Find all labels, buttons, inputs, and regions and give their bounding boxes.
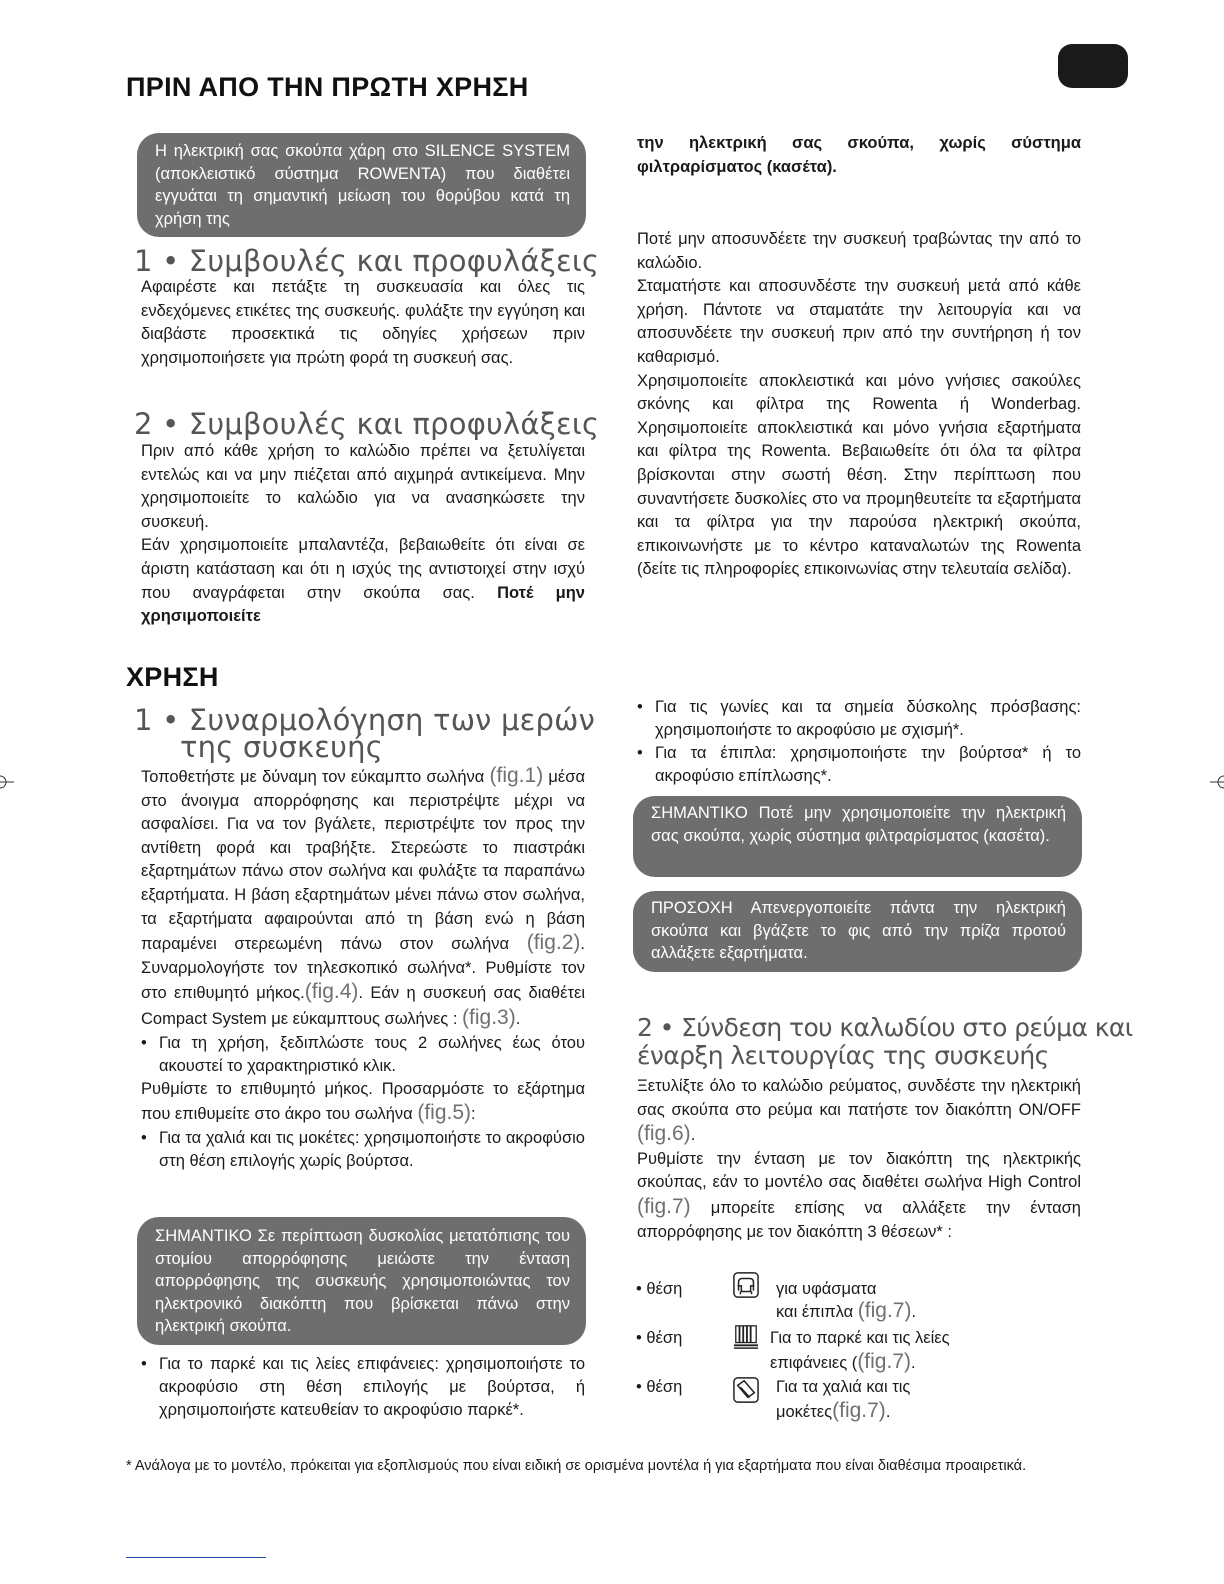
bullet-corners: • Για τις γωνίες και τα σημεία δύσκολης πρόσβασης: χρησιμοποιήστε το ακροφύσιο με σχισμή*. bbox=[637, 696, 1081, 742]
position-text-2a: μοκέτες bbox=[776, 1403, 833, 1421]
position-row-parquet bbox=[636, 1324, 1096, 1374]
important-box-2 bbox=[633, 796, 1082, 877]
position-label: • θέση bbox=[636, 1329, 683, 1347]
assembly-text-5b: : bbox=[471, 1105, 476, 1124]
assembly-bullets-2 bbox=[141, 1127, 585, 1173]
caution-box bbox=[633, 891, 1082, 972]
connection-text-2: Ρυθμίστε την ένταση με τον διακόπτη της ηλεκτρικής σκούπας, εάν το μοντέλο σας διαθέτει σωλήνα High Control bbox=[637, 1149, 1081, 1192]
use-section-title: ΧΡΗΣΗ bbox=[126, 662, 219, 692]
connection-title-line-1: 2 • Σύνδεση του καλωδίου στο ρεύμα και bbox=[637, 1013, 1133, 1042]
advice-2-paragraph-2 bbox=[141, 534, 585, 628]
connection-title-line-2: έναρξη λειτουργίας της συσκευής bbox=[637, 1041, 1049, 1070]
advice-2-paragraph-5: Χρησιμοποιείτε αποκλειστικά και μόνο γνήσιες σακούλες σκόνης και φίλτρα της Rowenta ή Wonderbag. Χρησιμοποιείτε αποκλειστικά και μόνο γνήσια εξαρτήματα και φίλτρα της Rowenta. Βεβαιωθείτε ότι όλα τα φίλτρα βρίσκονται στην σωστή θέση. Στην περίπτωση που συναντήσετε δυσκολίες στο να προμηθευτείτε τα εξαρτήματα και τα φίλτρα για την παρούσα ηλεκτρική σκούπα, επικοινωνήστε με το κέντρο καταναλωτών της Rowenta (δείτε τις πληροφορίες επικοινωνίας στην τελευταία σελίδα). bbox=[637, 371, 1081, 579]
intro-note-text: Η ηλεκτρική σας σκούπα χάρη στο SILENCE SYSTEM (αποκλειστικό σύστημα ROWENTA) που διαθέτει εγγυάται τη σημαντική μείωση του θορύβου κατά τη χρήση της bbox=[155, 142, 570, 228]
assembly-title-line-2: της συσκευής bbox=[180, 730, 383, 764]
advice-2-continued bbox=[637, 132, 1081, 179]
bullet-unfold-tubes: • Για τη χρήση, ξεδιπλώστε τους 2 σωλήνες έως ότου ακουστεί το χαρακτηριστικό κλικ. bbox=[141, 1032, 585, 1078]
assembly-text-5: Ρυθμίστε το επιθυμητό μήκος. Προσαρμόστε το εξάρτημα που επιθυμείτε στο άκρο του σωλήνα bbox=[141, 1079, 585, 1124]
armchair-icon bbox=[732, 1272, 760, 1298]
position-text-2 bbox=[770, 1350, 916, 1375]
assembly-text bbox=[141, 764, 585, 1173]
intro-note-box bbox=[137, 133, 586, 237]
fig-4-ref: (fig.4) bbox=[304, 980, 359, 1004]
position-row-fabric bbox=[636, 1275, 1096, 1325]
advice-1-title: 1 • Συμβουλές και προφυλάξεις bbox=[134, 244, 600, 278]
registration-mark-right bbox=[1210, 775, 1224, 789]
fig-6-ref: (fig.6) bbox=[637, 1122, 691, 1146]
caution-box-text: ΠΡΟΣΟΧΗ Απενεργοποιείτε πάντα την ηλεκτρική σκούπα και βγάζετε το φις από την πρίζα προτού αλλάξετε εξαρτήματα. bbox=[651, 899, 1066, 962]
advice-2-continued-bold: την ηλεκτρική σας σκούπα, χωρίς σύστημα φιλτραρίσματος (κασέτα). bbox=[637, 134, 1081, 176]
assembly-text-2: μέσα στο άνοιγμα απορρόφησης και περιστρέψτε μέχρι να ασφαλίσει. Για να τον βγάλετε, περιστρέψτε τον προς την αντίθετη φορά και τραβήξτε. Στερεώστε το πιαστράκι εξαρτημάτων πάνω στον σωλήνα και φυλάξτε τα παραπάνω εξαρτήματα. Η βάση εξαρτημάτων μένει πάνω στον σωλήνα, τα εξαρτήματα αφαιρούνται από τη βάση ενώ η βάση παραμένει στερεωμένη πάνω στον σωλήνα bbox=[141, 768, 586, 954]
footnote: * Ανάλογα με το μοντέλο, πρόκειται για εξοπλισμούς που είναι ειδική σε ορισμένα μοντέλα ή για εξαρτήματα που είναι διαθέσιμα προαιρετικά. bbox=[126, 1458, 1027, 1474]
carpet-icon bbox=[732, 1377, 760, 1403]
assembly-text-3: . Συναρμολογήστε τον τηλεσκοπικό σωλήνα*. Ρυθμίστε τον στο επιθυμητό μήκος. bbox=[141, 935, 585, 1003]
assembly-text-1: Τοποθετήστε με δύναμη τον εύκαμπτο σωλήνα bbox=[141, 768, 485, 786]
important-box-1-text: ΣΗΜΑΝΤΙΚΟ Σε περίπτωση δυσκολίας μετατόπισης του στομίου απορρόφησης μειώστε την ένταση απορρόφησης της συσκευής χρησιμοποιώντας τον ηλεκτρονικό διακόπτη που βρίσκεται πάνω στην ηλεκτρική σκούπα. bbox=[155, 1227, 570, 1335]
bullet-furniture: • Για τα έπιπλα: χρησιμοποιήστε την βούρτσα* ή το ακροφύσιο επίπλωσης*. bbox=[637, 742, 1081, 788]
fig-7-ref: (fig.7) bbox=[857, 1299, 912, 1322]
position-row-carpet bbox=[636, 1373, 1096, 1423]
advice-2-title: 2 • Συμβουλές και προφυλάξεις bbox=[134, 407, 600, 441]
footer-rule bbox=[126, 1557, 266, 1558]
position-text-2a: επιφάνειες ( bbox=[770, 1354, 858, 1372]
connection-text-3: μπορείτε επίσης να αλλάξετε την ένταση απορρόφησης με τον διακόπτη 3 θέσεων* : bbox=[637, 1198, 1081, 1241]
position-end: . bbox=[885, 1403, 891, 1421]
page-title: ΠΡΙΝ ΑΠΟ ΤΗΝ ΠΡΩΤΗ ΧΡΗΣΗ bbox=[126, 72, 529, 102]
fig-7-ref: (fig.7) bbox=[637, 1194, 691, 1218]
use-bullets-right bbox=[637, 696, 1081, 788]
connection-text-1: Ξετυλίξτε όλο το καλώδιο ρεύματος, συνδέστε την ηλεκτρική σας σκούπα στο ρεύμα και πατήστε τον διακόπτη ON/OFF bbox=[637, 1077, 1081, 1119]
connection-text-1b: . bbox=[690, 1126, 696, 1145]
assembly-paragraph-1 bbox=[141, 764, 585, 1032]
assembly-bullets-3 bbox=[141, 1353, 585, 1422]
fig-2-ref: (fig.2) bbox=[526, 931, 581, 955]
advice-2-paragraph-1: Πριν από κάθε χρήση το καλώδιο πρέπει να ξετυλίγεται εντελώς και να μην πιέζεται από αιχμηρά αντικείμενα. Μην χρησιμοποιείτε το καλώδιο για να ανασηκώσετε την συσκευή. bbox=[141, 442, 585, 531]
connection-paragraph-2 bbox=[637, 1148, 1081, 1244]
position-text-2a: και έπιπλα bbox=[776, 1303, 854, 1321]
important-box-1 bbox=[137, 1217, 586, 1345]
fig-1-ref: (fig.1) bbox=[489, 764, 544, 787]
position-end: . bbox=[911, 1354, 916, 1372]
position-label: • θέση bbox=[636, 1280, 683, 1298]
advice-2-text bbox=[141, 440, 585, 629]
important-box-2-text: ΣΗΜΑΝΤΙΚΟ Ποτέ μην χρησιμοποιείτε την ηλεκτρική σας σκούπα, χωρίς σύστημα φιλτραρίσματος (κασέτα). bbox=[651, 804, 1066, 845]
fig-5-ref: (fig.5) bbox=[417, 1101, 472, 1125]
position-text-1: Για το παρκέ και τις λείες bbox=[770, 1329, 950, 1347]
advice-2-right-text bbox=[637, 228, 1081, 582]
advice-1-text bbox=[141, 276, 585, 370]
connection-text bbox=[637, 1075, 1081, 1244]
position-text-2 bbox=[776, 1399, 890, 1424]
assembly-bullets-1 bbox=[141, 1032, 585, 1078]
fig-7-ref: (fig.7) bbox=[857, 1350, 911, 1373]
advice-2-p2-bold: Ποτέ μην χρησιμοποιείτε bbox=[141, 583, 585, 626]
advice-2-paragraph-3: Ποτέ μην αποσυνδέετε την συσκευή τραβώντας την από το καλώδιο. bbox=[637, 230, 1081, 272]
bullet-parquet: • Για το παρκέ και τις λείες επιφάνειες: χρησιμοποιήστε το ακροφύσιο στη θέση επιλογής με βούρτσα, ή χρησιμοποιήστε κατευθείαν το ακροφύσιο παρκέ*. bbox=[141, 1353, 585, 1422]
language-tab bbox=[1058, 44, 1128, 88]
registration-mark-left bbox=[0, 775, 14, 789]
position-text-1: Για τα χαλιά και τις bbox=[776, 1378, 911, 1396]
advice-1-paragraph: Αφαιρέστε και πετάξτε τη συσκευασία και όλες τις ενδεχόμενες ετικέτες της συσκευής. φυλάξτε την εγγύηση και διαβάστε προσεκτικά τις οδηγίες χρήσεων πριν χρησιμοποιήσετε για πρώτη φορά τη συσκευή σας. bbox=[141, 278, 585, 367]
parquet-icon bbox=[732, 1324, 760, 1350]
position-end: . bbox=[911, 1303, 917, 1321]
position-text-2 bbox=[776, 1299, 916, 1324]
advice-2-paragraph-4: Σταματήστε και αποσυνδέστε την συσκευή μετά από κάθε χρήση. Πάντοτε να σταματάτε την λειτουργία και να αποσυνδέετε την συσκευή πριν από την συντήρηση ή τον καθαρισμό. bbox=[637, 277, 1081, 366]
assembly-text-4b: . bbox=[515, 1009, 521, 1028]
assembly-text-4: . Εάν η συσκευή σας διαθέτει Compact System με εύκαμπτους σωλήνες : bbox=[141, 984, 585, 1028]
position-label: • θέση bbox=[636, 1378, 683, 1396]
connection-paragraph-1 bbox=[637, 1075, 1081, 1148]
assembly-paragraph-2 bbox=[141, 1078, 585, 1127]
bullet-carpets: • Για τα χαλιά και τις μοκέτες: χρησιμοποιήστε το ακροφύσιο στη θέση επιλογής χωρίς βούρτσα. bbox=[141, 1127, 585, 1173]
assembly-title-line-1: 1 • Συναρμολόγηση των μερών bbox=[134, 703, 596, 737]
advice-2-p2-text: Εάν χρησιμοποιείτε μπαλαντέζα, βεβαιωθείτε ότι είναι σε άριστη κατάσταση και ότι η ισχύς της αντιστοιχεί στην ισχύ που αναγράφεται στην σκούπα σας. bbox=[141, 536, 585, 602]
position-text-1: για υφάσματα bbox=[776, 1280, 877, 1298]
fig-7-ref: (fig.7) bbox=[832, 1399, 886, 1422]
fig-3-ref: (fig.3) bbox=[462, 1005, 516, 1029]
